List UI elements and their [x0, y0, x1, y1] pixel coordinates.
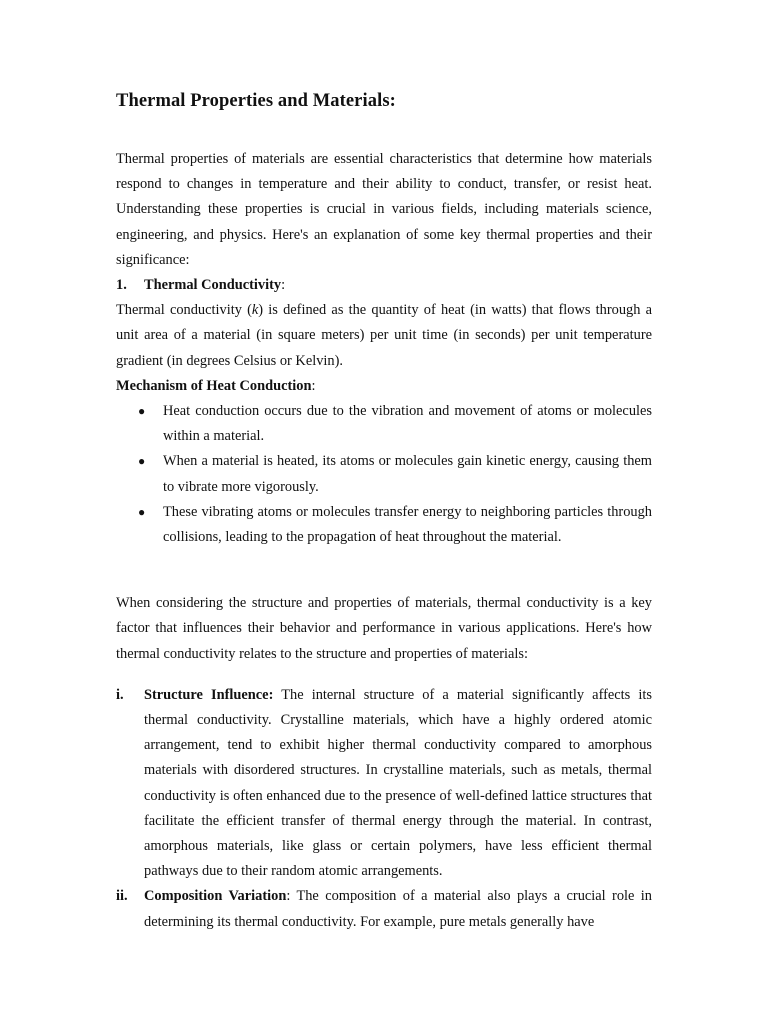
bullet-item	[116, 449, 652, 499]
roman-item-text: : The composition of a material also plays a crucial role in determining its thermal conductivity. For example, pure metals generally have	[144, 888, 652, 930]
roman-list-item	[116, 683, 652, 885]
definition-symbol: k	[251, 302, 259, 319]
roman-marker: ii.	[116, 888, 128, 905]
bullet-icon: ●	[138, 404, 146, 419]
mechanism-heading	[116, 374, 652, 399]
document-content	[116, 88, 652, 935]
mechanism-heading-text: Mechanism of Heat Conduction	[116, 377, 312, 394]
section-heading-text: Thermal Conductivity	[144, 277, 282, 294]
bullet-text: These vibrating atoms or molecules transfer energy to neighboring particles through collisions, leading to the propagation of heat throughout the material.	[163, 503, 652, 546]
mechanism-heading-suffix: :	[311, 377, 316, 394]
bullet-icon: ●	[138, 454, 146, 469]
roman-list-item	[116, 884, 652, 934]
roman-item-text: The internal structure of a material significantly affects its thermal conductivity. Crystalline materials, which have a highly ordered atomic arrangement, tend to exhibit higher thermal conductivity compared to amorphous materials with disordered structures. In crystalline materials, such as metals, thermal conductivity is often enhanced due to the presence of well-defined lattice structures that facilitate the efficient transfer of thermal energy through the material. In contrast, amorphous materials, like glass or certain polymers, have less efficient thermal pathways due to their random atomic arrangements.	[144, 686, 652, 880]
bullet-item	[116, 500, 652, 550]
bullet-text: Heat conduction occurs due to the vibration and movement of atoms or molecules within a material.	[163, 403, 652, 445]
roman-numbered-list	[116, 683, 652, 935]
bullet-icon: ●	[138, 504, 146, 519]
roman-item-heading: Composition Variation	[144, 888, 287, 905]
bullet-item	[116, 399, 652, 449]
section-heading-thermal-conductivity	[116, 273, 652, 298]
document-title: Thermal Properties and Materials:	[116, 91, 396, 111]
definition-paragraph	[116, 298, 652, 374]
structure-intro-paragraph: When considering the structure and properties of materials, thermal conductivity is a key factor that influences their behavior and performance in various applications. Here's how thermal conductivity relates to the structure and properties of materials:	[116, 595, 652, 662]
spacer	[116, 550, 652, 591]
bullet-text: When a material is heated, its atoms or molecules gain kinetic energy, causing them to vibrate more vigorously.	[163, 453, 652, 495]
intro-paragraph: Thermal properties of materials are essential characteristics that determine how materials respond to changes in temperature and their ability to conduct, transfer, or resist heat. Understanding these properties is crucial in various fields, including materials science, engineering, and physics. Here's an explanation of some key thermal properties and their significance:	[116, 151, 652, 268]
roman-item-heading: Structure Influence:	[144, 686, 274, 703]
mechanism-bullet-list	[116, 399, 652, 550]
roman-marker: i.	[116, 686, 124, 703]
section-heading-suffix: :	[281, 277, 286, 294]
definition-text-after: ) is defined as the quantity of heat (in watts) that flows through a unit area of a material (in square meters) per unit time (in seconds) per unit temperature gradient (in degrees Celsius or Kelvin).	[116, 302, 652, 369]
definition-text-before: Thermal conductivity (	[116, 302, 252, 319]
section-number: 1.	[116, 277, 127, 294]
spacer	[116, 667, 652, 683]
